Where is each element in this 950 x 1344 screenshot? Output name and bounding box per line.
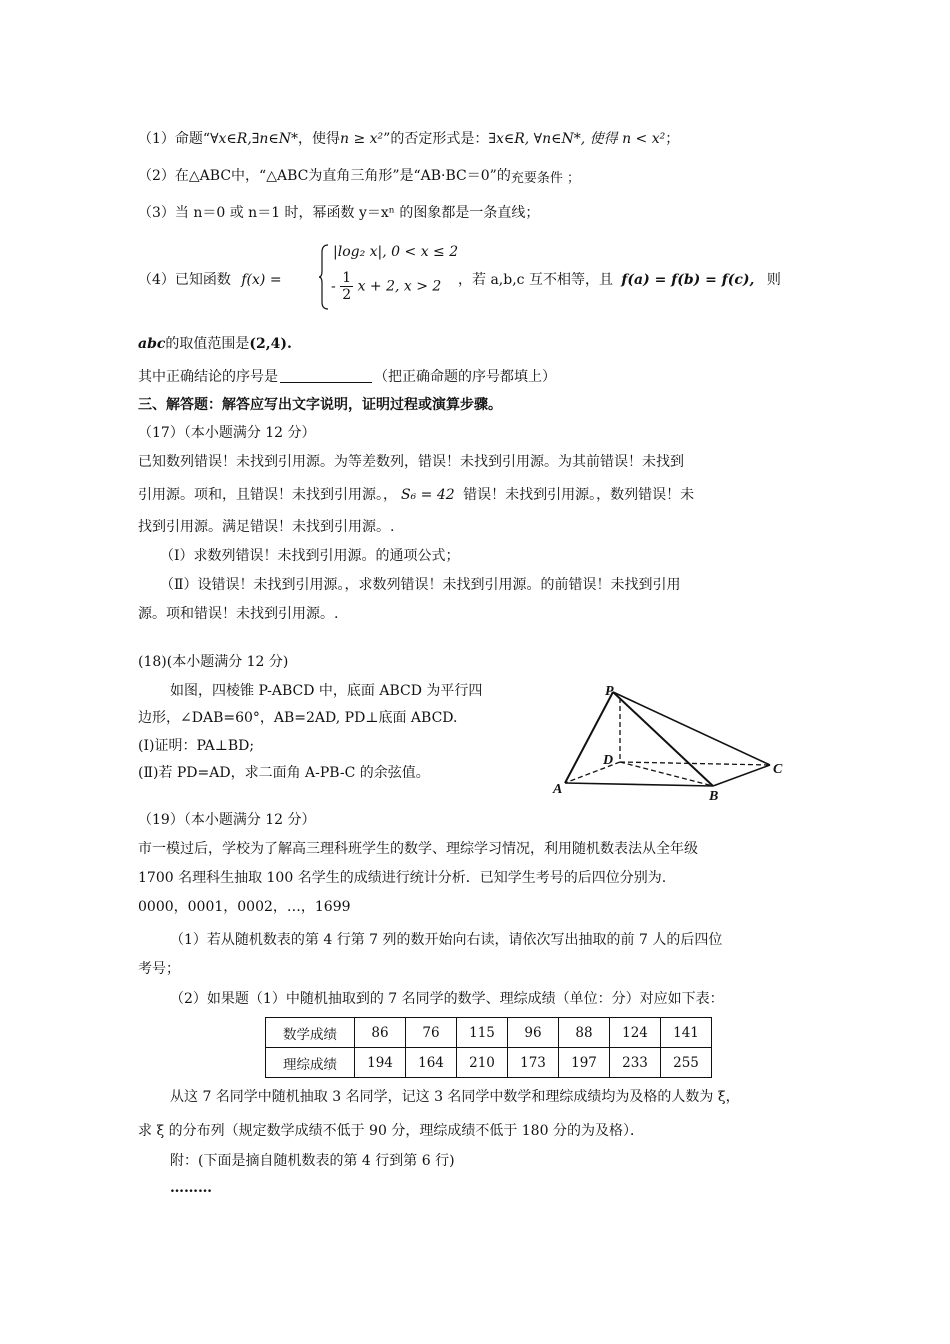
- edge-DC: [620, 762, 770, 765]
- q19-part-1a: （1）若从随机数表的第 4 行第 7 列的数开始向右读，请依次写出抽取的前 7 人的后四位: [170, 932, 723, 948]
- table-cell: 173: [508, 1048, 559, 1078]
- edge-AB: [565, 783, 713, 786]
- item-2: [138, 166, 580, 187]
- table-cell: 76: [406, 1018, 457, 1048]
- q18-heading: (18)(本小题满分 12 分): [138, 654, 289, 670]
- table-cell: 115: [457, 1018, 508, 1048]
- item-4-abc: abc: [138, 336, 166, 352]
- label-A: A: [553, 782, 563, 797]
- q17-line-1: 已知数列错误！未找到引用源。为等差数列，错误！未找到引用源。为其前错误！未找到: [138, 454, 684, 470]
- item-1-end: ；: [665, 131, 680, 147]
- item-4-tail: 则: [766, 272, 781, 288]
- q17-part-1: （Ⅰ）求数列错误！未找到引用源。的通项公式；: [160, 548, 460, 564]
- table-cell: 164: [406, 1048, 457, 1078]
- scores-table: [265, 1017, 712, 1078]
- item-4-cont: [458, 270, 781, 290]
- table-row: [266, 1018, 712, 1048]
- table-cell: 210: [457, 1048, 508, 1078]
- edge-PA: [565, 692, 613, 783]
- fill-in-prefix: 其中正确结论的序号是: [138, 369, 278, 385]
- item-4-line2: [138, 334, 292, 354]
- q17-s6: S₆ = 42: [401, 487, 455, 503]
- q17-heading: （17）（本小题满分 12 分）: [138, 425, 316, 441]
- q18-line-1: 如图，四棱锥 P-ABCD 中，底面 ABCD 为平行四: [170, 683, 483, 699]
- item-1: [138, 129, 679, 149]
- fill-in-suffix: （把正确命题的序号都填上）: [374, 369, 556, 385]
- q19-line-4: 从这 7 名同学中随机抽取 3 名同学，记这 3 名同学中数学和理综成绩均为及格的人数为 ξ，: [170, 1089, 740, 1105]
- case-2: - $\frac{1}{2}$ x + 2, x > 2: [331, 270, 442, 303]
- item-1-inequality: n ≥ x²: [340, 131, 384, 147]
- item-4-function-name: f(x) =: [241, 272, 282, 288]
- table-header-cell: 理综成绩: [266, 1048, 355, 1078]
- q18-part-1: (Ⅰ)证明：PA⊥BD;: [138, 738, 255, 754]
- table-cell: 96: [508, 1018, 559, 1048]
- table-header-cell: 数学成绩: [266, 1018, 355, 1048]
- case-1: |log₂ x|, 0 < x ≤ 2: [333, 244, 459, 260]
- table-cell: 194: [355, 1048, 406, 1078]
- answer-blank: [280, 368, 372, 383]
- table-cell: 124: [610, 1018, 661, 1048]
- item-4-range-label: 的取值范围是: [165, 336, 250, 352]
- q17-part-2a: （Ⅱ）设错误！未找到引用源。，求数列错误！未找到引用源。的前错误！未找到引用: [160, 577, 681, 593]
- item-3-text: （3）当 n＝0 或 n＝1 时，幂函数 y＝xⁿ 的图象都是一条直线；: [138, 205, 540, 221]
- q18-part-2: (Ⅱ)若 PD=AD，求二面角 A-PB-C 的余弦值。: [138, 765, 430, 781]
- label-B: B: [709, 789, 719, 804]
- label-D: D: [603, 753, 614, 768]
- table-cell: 233: [610, 1048, 661, 1078]
- edge-PC: [613, 692, 770, 765]
- q17-line-2: 引用源。项和，且错误！未找到引用源。， S₆ = 42 错误！未找到引用源。，数列错误！未: [138, 487, 695, 503]
- q18-line-2: 边形，∠DAB=60°，AB=2AD, PD⊥底面 ABCD.: [138, 710, 458, 726]
- item-2-answer: 充要条件 ；: [510, 171, 580, 186]
- item-1-mid: ，使得: [298, 131, 341, 147]
- edge-BC: [713, 765, 770, 786]
- table-row: [266, 1048, 712, 1078]
- q17-line-3: 找到引用源。满足错误！未找到引用源。.: [138, 519, 395, 535]
- item-1-mid2: ”的否定形式是：: [383, 131, 489, 147]
- left-brace-icon: [319, 244, 329, 310]
- item-4-equation: f(a) = f(b) = f(c),: [621, 272, 755, 288]
- section-heading: 三、解答题：解答应写出文字说明，证明过程或演算步骤。: [138, 397, 502, 413]
- table-cell: 86: [355, 1018, 406, 1048]
- label-P: P: [605, 684, 614, 699]
- q19-part-1b: 考号；: [138, 961, 180, 977]
- item-3: [138, 203, 539, 223]
- q19-line-2: 1700 名理科生抽取 100 名学生的成绩进行统计分析．已知学生考号的后四位分别为.: [138, 870, 667, 886]
- q19-line-3: 0000，0001，0002，…，1699: [138, 899, 351, 915]
- table-cell: 197: [559, 1048, 610, 1078]
- item-1-quantifier: ∀x∈R,∃n∈N*: [210, 131, 299, 147]
- q17-part-2b: 源。项和错误！未找到引用源。.: [138, 606, 339, 622]
- q19-line-1: 市一模过后，学校为了解高三理科班学生的数学、理综学习情况，利用随机数表法从全年级: [138, 841, 698, 857]
- table-cell: 255: [661, 1048, 712, 1078]
- q19-part-2: （2）如果题（1）中随机抽取到的 7 名同学的数学、理综成绩（单位：分）对应如下表：: [170, 991, 724, 1007]
- table-cell: 88: [559, 1018, 610, 1048]
- item-4-prefix: （4）已知函数: [138, 272, 231, 288]
- case-2-fraction: $\frac{1}{2}$: [342, 270, 352, 303]
- item-4-range: (2,4).: [249, 336, 292, 352]
- q19-appendix: 附：(下面是摘自随机数表的第 4 行到第 6 行): [170, 1153, 455, 1169]
- item-4: [138, 270, 282, 290]
- table-cell: 141: [661, 1018, 712, 1048]
- q19-heading: （19）（本小题满分 12 分）: [138, 812, 316, 828]
- item-1-prefix: （1）命题“: [138, 131, 211, 147]
- q19-ellipsis: ………: [170, 1180, 212, 1196]
- q19-line-5: 求 ξ 的分布列（规定数学成绩不低于 90 分，理综成绩不低于 180 分的为及格）．: [138, 1123, 644, 1139]
- item-1-negation: ∃x∈R, ∀n∈N*, 使得 n < x²: [488, 131, 666, 147]
- pyramid-figure: [545, 680, 805, 805]
- edge-PB: [613, 692, 713, 786]
- fill-in-line: [138, 367, 556, 387]
- item-4-mid: ，若 a,b,c 互不相等，且: [458, 272, 613, 288]
- item-2-text: （2）在△ABC中，“△ABC为直角三角形”是“AB·BC＝0”的: [138, 168, 511, 184]
- label-C: C: [773, 762, 783, 777]
